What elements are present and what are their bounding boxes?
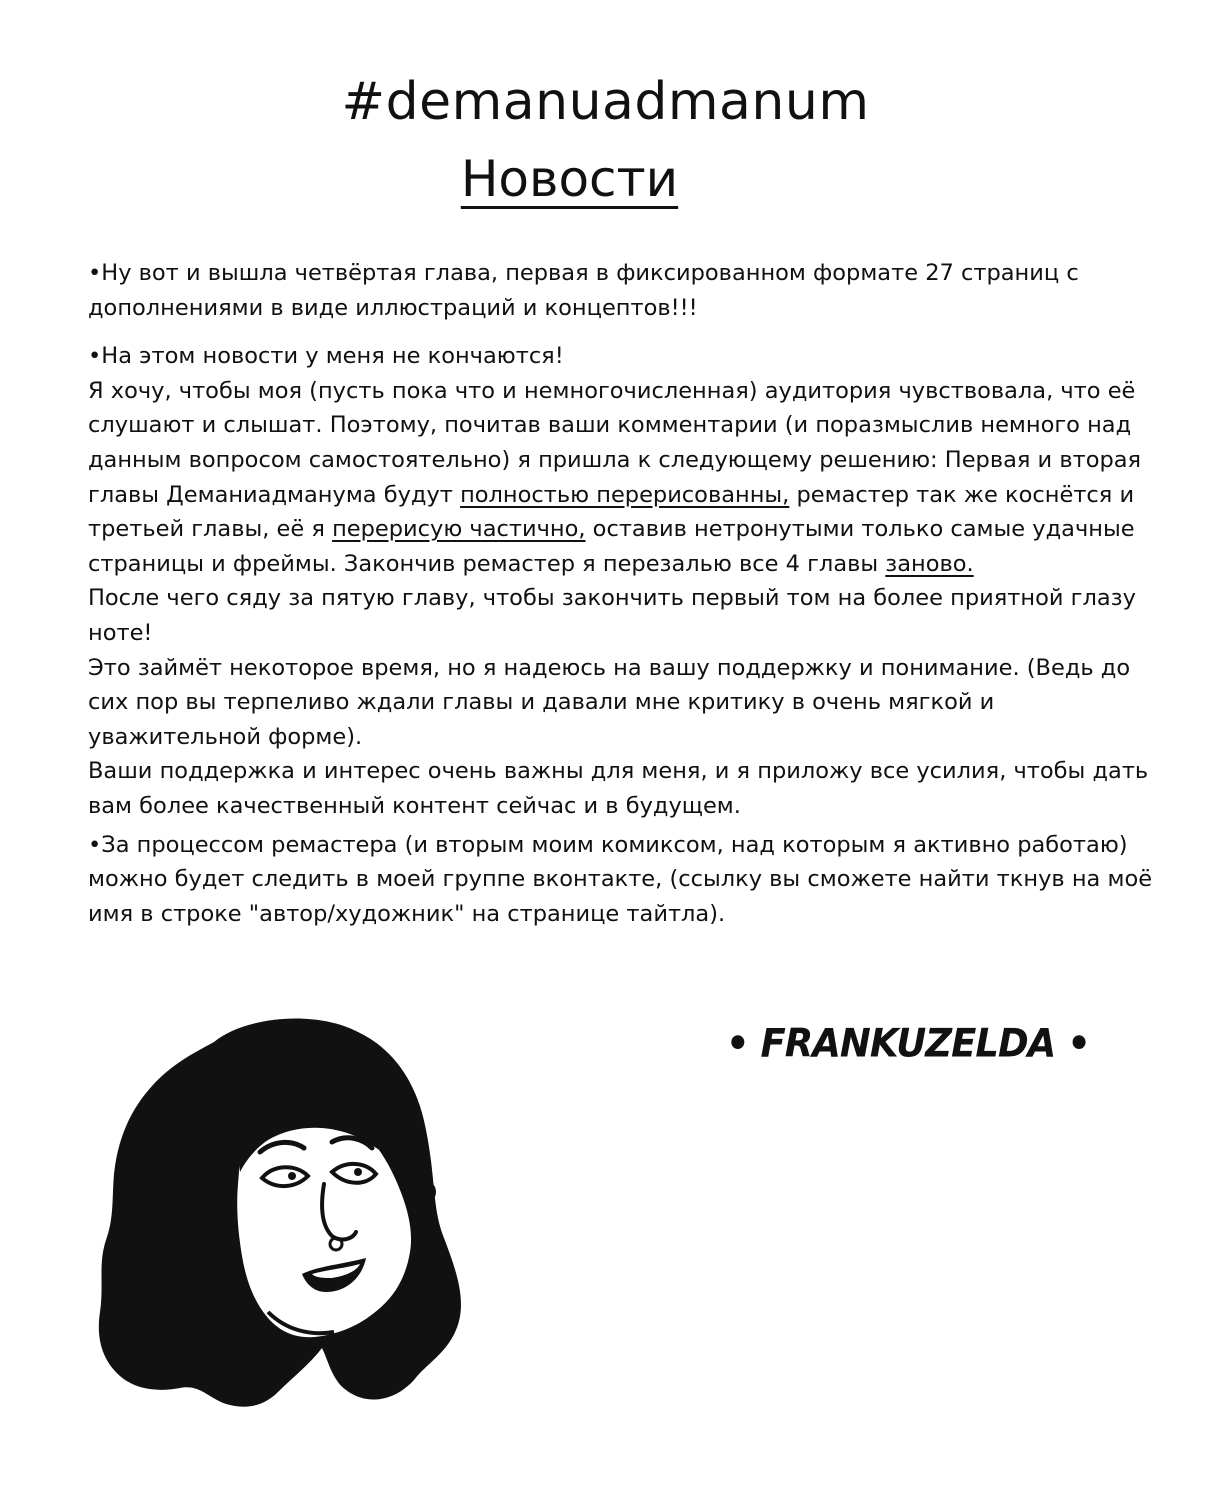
eye-left <box>262 1167 308 1186</box>
pupil-right <box>354 1168 362 1176</box>
page-title <box>0 150 1139 208</box>
remaster-text-1: Я хочу, чтобы моя (пусть пока что и немногочисленная) аудитория чувствовала, что её слушают и слышат. Поэтому, почитав ваши комментарии (и поразмыслив немного над данным вопросом самостоятельно) я пришла к следующему решению: Первая и вторая главы Деманиадманума будут <box>88 377 1142 508</box>
remaster-text-3: оставив нетронутыми только самые удачные страницы и фреймы. Закончив ремастер я перезалью все 4 главы <box>88 516 1135 577</box>
news-item-support-request: Это займёт некоторое время, но я надеюсь на вашу поддержку и понимание. (Ведь до сих пор вы терпеливо ждали главы и давали мне критику в очень мягкой и уважительной форме). <box>88 654 1131 750</box>
news-item-thanks: Ваши поддержка и интерес очень важны для меня, и я приложу все усилия, чтобы дать вам более качественный контент сейчас и в будущем. <box>88 758 1149 819</box>
news-item-remaster-plan <box>88 374 1173 582</box>
remaster-underline-fully-redrawn: полностью перерисованны, <box>460 481 790 508</box>
pupil-left <box>288 1172 296 1180</box>
author-portrait-illustration <box>96 1012 476 1412</box>
news-item-remaster-intro: •На этом новости у меня не кончаются! <box>88 343 564 370</box>
hashtag-title: #demanuadmanum <box>341 72 870 132</box>
news-item-vk-group: •За процессом ремастера (и вторым моим комиксом, над которым я активно работаю) можно будет следить в моей группе вконтакте, (ссылку вы сможете найти ткнув на моё имя в строке "автор/художник" на странице тайтла). <box>88 831 1153 927</box>
author-signature: • FRANKUZELDA • <box>726 1020 1090 1067</box>
remaster-underline-anew: заново. <box>885 550 974 577</box>
news-heading: Новости <box>460 150 679 208</box>
remaster-text-2: ремастер так же коснётся и третьей главы, её я <box>88 481 1135 543</box>
remaster-underline-partially: перерисую частично, <box>332 516 586 543</box>
news-item-chapter-release: •Ну вот и вышла четвёртая глава, первая в фиксированном формате 27 страниц с дополнениями в виде иллюстраций и концептов!!! <box>88 260 1079 321</box>
news-body <box>88 256 1173 931</box>
news-item-fifth-chapter: После чего сяду за пятую главу, чтобы закончить первый том на более приятной глазу ноте! <box>88 585 1136 646</box>
